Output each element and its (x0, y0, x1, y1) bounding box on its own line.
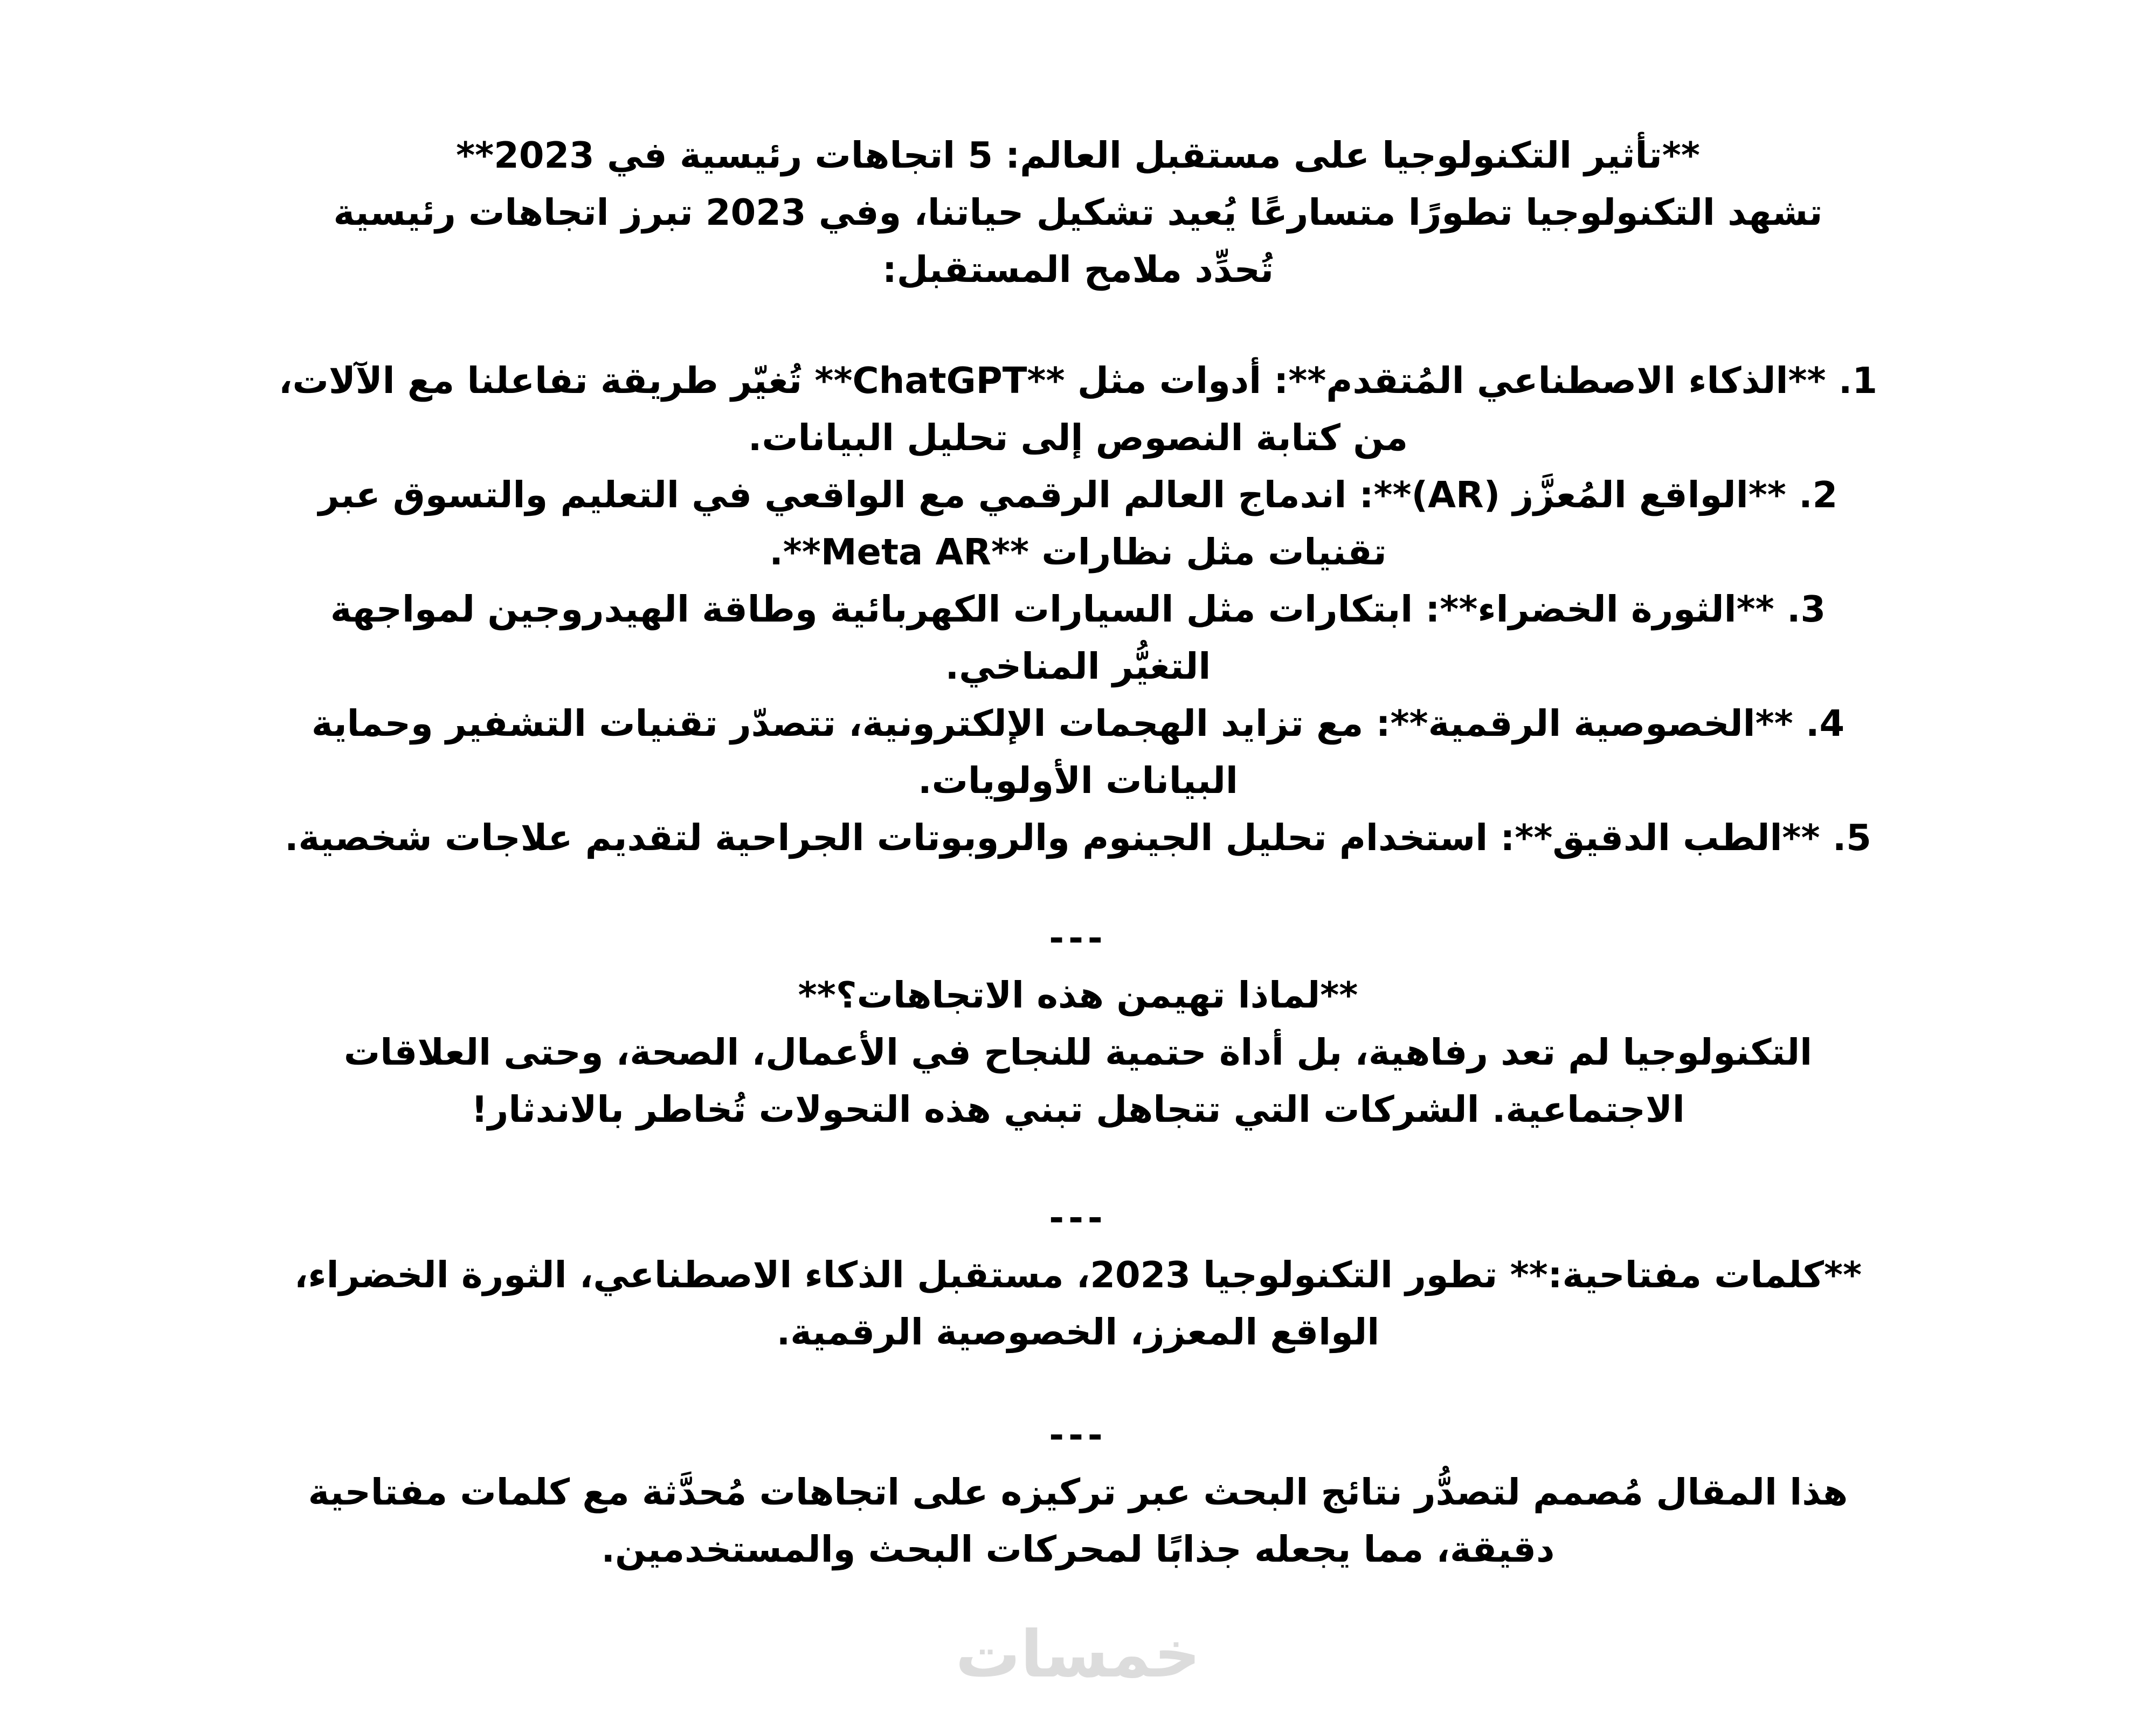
keywords-section (0, 1246, 2156, 1361)
list-item-line: 3. **الثورة الخضراء**: ابتكارات مثل السيارات الكهربائية وطاقة الهيدروجين لمواجهة (330, 588, 1826, 630)
why-heading: **لماذا تهيمن هذه الاتجاهات؟** (798, 974, 1358, 1016)
list-item-line: البيانات الأولويات. (918, 760, 1238, 802)
seo-note-section (0, 1464, 2156, 1578)
list-item-line: 1. **الذكاء الاصطناعي المُتقدم**: أدوات مثل **ChatGPT** تُغيّر طريقة تفاعلنا مع الآلات، (279, 360, 1877, 402)
why-section (0, 967, 2156, 1138)
trend-item-ar (0, 466, 2156, 581)
list-item-line: 2. **الواقع المُعزَّز (AR)**: اندماج العالم الرقمي مع الواقعي في التعليم والتسوق عبر (318, 474, 1838, 516)
trend-item-medicine (0, 809, 2156, 866)
keywords-text-line: **كلمات مفتاحية:** تطور التكنولوجيا 2023، مستقبل الذكاء الاصطناعي، الثورة الخضراء، (294, 1254, 1862, 1296)
trend-item-privacy (0, 695, 2156, 809)
seo-note-text-line: دقيقة، مما يجعله جذابًا لمحركات البحث والمستخدمين. (601, 1528, 1555, 1570)
trends-list (0, 352, 2156, 866)
trend-item-ai (0, 352, 2156, 466)
list-item-line: التغيُّر المناخي. (945, 645, 1211, 687)
article-title-line: **تأثير التكنولوجيا على مستقبل العالم: 5 اتجاهات رئيسية في 2023** (456, 134, 1700, 176)
intro-text-line: تشهد التكنولوجيا تطورًا متسارعًا يُعيد تشكيل حياتنا، وفي 2023 تبرز اتجاهات رئيسية (333, 191, 1823, 233)
section-divider: --- (1049, 1197, 1107, 1239)
seo-note-text-line: هذا المقال مُصمم لتصدُّر نتائج البحث عبر تركيزه على اتجاهات مُحدَّثة مع كلمات مفتاحية (308, 1471, 1848, 1513)
intro-text-line: تُحدِّد ملامح المستقبل: (882, 249, 1274, 291)
section-divider: --- (1049, 917, 1107, 959)
list-item-line: 5. **الطب الدقيق**: استخدام تحليل الجينوم والروبوتات الجراحية لتقديم علاجات شخصية. (285, 817, 1871, 859)
keywords-text-line: الواقع المعزز، الخصوصية الرقمية. (776, 1311, 1380, 1353)
why-text-line: الاجتماعية. الشركات التي تتجاهل تبني هذه التحولات تُخاطر بالاندثار! (471, 1088, 1685, 1130)
section-divider: --- (1049, 1414, 1107, 1456)
khamsat-watermark: خمسات (955, 1617, 1201, 1692)
list-item-line: تقنيات مثل نظارات **Meta AR**. (769, 531, 1387, 573)
list-item-line: 4. **الخصوصية الرقمية**: مع تزايد الهجمات الإلكترونية، تتصدّر تقنيات التشفير وحماية (311, 702, 1845, 744)
intro-section (0, 127, 2156, 298)
why-text-line: التكنولوجيا لم تعد رفاهية، بل أداة حتمية للنجاح في الأعمال، الصحة، وحتى العلاقات (343, 1031, 1813, 1073)
trend-item-green (0, 581, 2156, 695)
list-item-line: من كتابة النصوص إلى تحليل البيانات. (748, 417, 1408, 459)
